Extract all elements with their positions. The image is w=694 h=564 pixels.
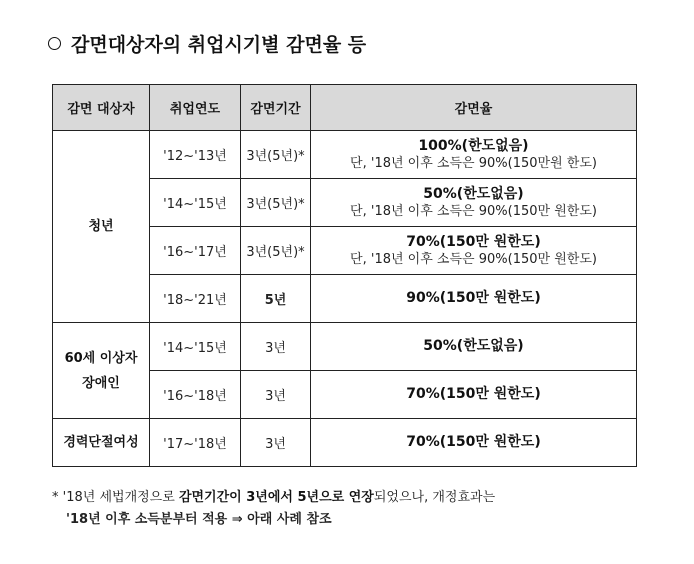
rate-main: 70%(150만 원한도) [406,386,541,402]
footnote-text-2: 되었으나, 개정효과는 [373,490,496,505]
period-cell: 3년 [241,371,311,419]
period-cell: 5년 [241,275,311,323]
rate-main: 70%(150만 원한도) [406,233,541,250]
category-youth: 청년 [53,131,150,323]
period-cell: 3년(5년)* [241,227,311,275]
rate-main: 90%(150만 원한도) [406,290,541,306]
footnote [52,487,495,531]
footnote-line-1 [52,487,495,509]
year-cell: '14~'15년 [150,179,241,227]
rate-cell [311,323,637,371]
category-senior: 60세 이상자 [64,350,138,366]
year-cell: '12~'13년 [150,131,241,179]
year-cell: '16~'17년 [150,227,241,275]
year-cell: '18~'21년 [150,275,241,323]
circle-bullet-icon [48,37,61,50]
table-row [53,323,637,371]
rate-main: 50%(한도없음) [423,185,524,202]
footnote-emphasis: 감면기간이 3년에서 5년으로 연장 [178,490,374,505]
category-disabled: 장애인 [82,375,120,391]
table-row [53,131,637,179]
table-header-row [53,85,637,131]
category-career-break-women: 경력단절여성 [53,419,150,467]
header-rate: 감면율 [311,85,637,131]
rate-cell [311,419,637,467]
footnote-line-2: '18년 이후 소득분부터 적용 ⇒ 아래 사례 참조 [66,512,332,527]
table-row [53,419,637,467]
rate-note: 단, '18년 이후 소득은 90%(150만 원한도) [350,203,597,219]
header-target: 감면 대상자 [53,85,150,131]
rate-note: 단, '18년 이후 소득은 90%(150만 원한도) [350,251,597,267]
rate-cell [311,131,637,179]
section-heading [48,30,366,57]
year-cell: '16~'18년 [150,371,241,419]
category-senior-disabled [53,323,150,419]
header-period: 감면기간 [241,85,311,131]
footnote-text-1: '18년 세법개정으로 [62,490,179,505]
year-cell: '14~'15년 [150,323,241,371]
rate-cell [311,275,637,323]
rate-cell [311,179,637,227]
tax-reduction-table [52,84,637,467]
rate-cell [311,227,637,275]
period-cell: 3년(5년)* [241,179,311,227]
rate-main: 100%(한도없음) [418,137,529,154]
header-year: 취업연도 [150,85,241,131]
rate-note: 단, '18년 이후 소득은 90%(150만원 한도) [350,155,597,171]
period-cell: 3년 [241,419,311,467]
period-cell: 3년 [241,323,311,371]
year-cell: '17~'18년 [150,419,241,467]
footnote-star: * [52,490,59,505]
rate-cell [311,371,637,419]
rate-main: 50%(한도없음) [423,338,524,354]
section-heading-text: 감면대상자의 취업시기별 감면율 등 [71,34,367,56]
rate-main: 70%(150만 원한도) [406,434,541,450]
period-cell: 3년(5년)* [241,131,311,179]
